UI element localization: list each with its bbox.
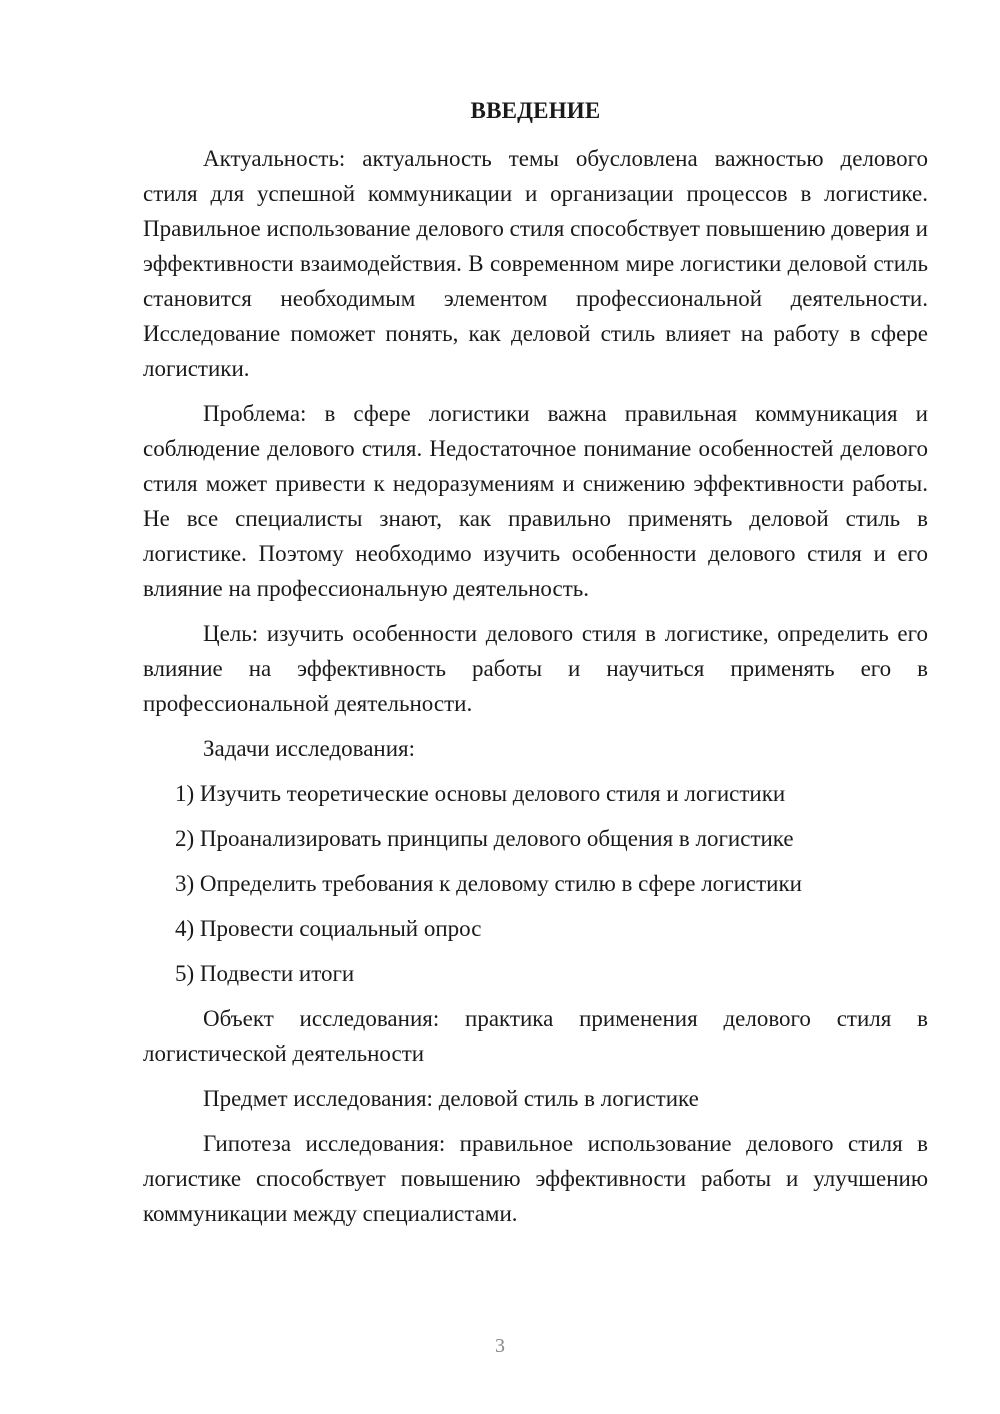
list-item: 3) Определить требования к деловому стилю в сфере логистики [175,871,802,896]
document-page [143,93,928,1241]
list-item: 5) Подвести итоги [175,961,355,986]
paragraph-subject: Предмет исследования: деловой стиль в логистике [203,1086,699,1111]
list-item: 1) Изучить теоретические основы делового стиля и логистики [175,781,786,806]
list-item: 4) Провести социальный опрос [175,916,482,941]
paragraph-problem: Проблема: в сфере логистики важна правильная коммуникация и соблюдение делового стиля. Недостаточное понимание особенностей делового стиля может привести к недоразумениям и снижению эффективности работы. Не все специалисты знают, как правильно применять деловой стиль в логистике. Поэтому необходимо изучить особенности делового стиля и его влияние на профессиональную деятельность. [143,401,928,601]
paragraph-object: Объект исследования: практика применения делового стиля в логистической деятельности [143,1006,928,1066]
page-number: 3 [495,1335,505,1357]
page-title: ВВЕДЕНИЕ [470,98,601,123]
list-item: 2) Проанализировать принципы делового общения в логистике [175,826,794,851]
paragraph-hypothesis: Гипотеза исследования: правильное использование делового стиля в логистике способствует повышению эффективности работы и улучшению коммуникации между специалистами. [143,1131,928,1226]
paragraph-relevance: Актуальность: актуальность темы обусловлена важностью делового стиля для успешной коммуникации и организации процессов в логистике. Правильное использование делового стиля способствует повышению доверия и эффективности взаимодействия. В современном мире логистики деловой стиль становится необходимым элементом профессиональной деятельности. Исследование поможет понять, как деловой стиль влияет на работу в сфере логистики. [143,146,928,381]
tasks-list [143,776,928,991]
paragraph-goal: Цель: изучить особенности делового стиля в логистике, определить его влияние на эффективность работы и научиться применять его в профессиональной деятельности. [143,621,928,716]
paragraph-tasks-heading: Задачи исследования: [203,736,416,761]
